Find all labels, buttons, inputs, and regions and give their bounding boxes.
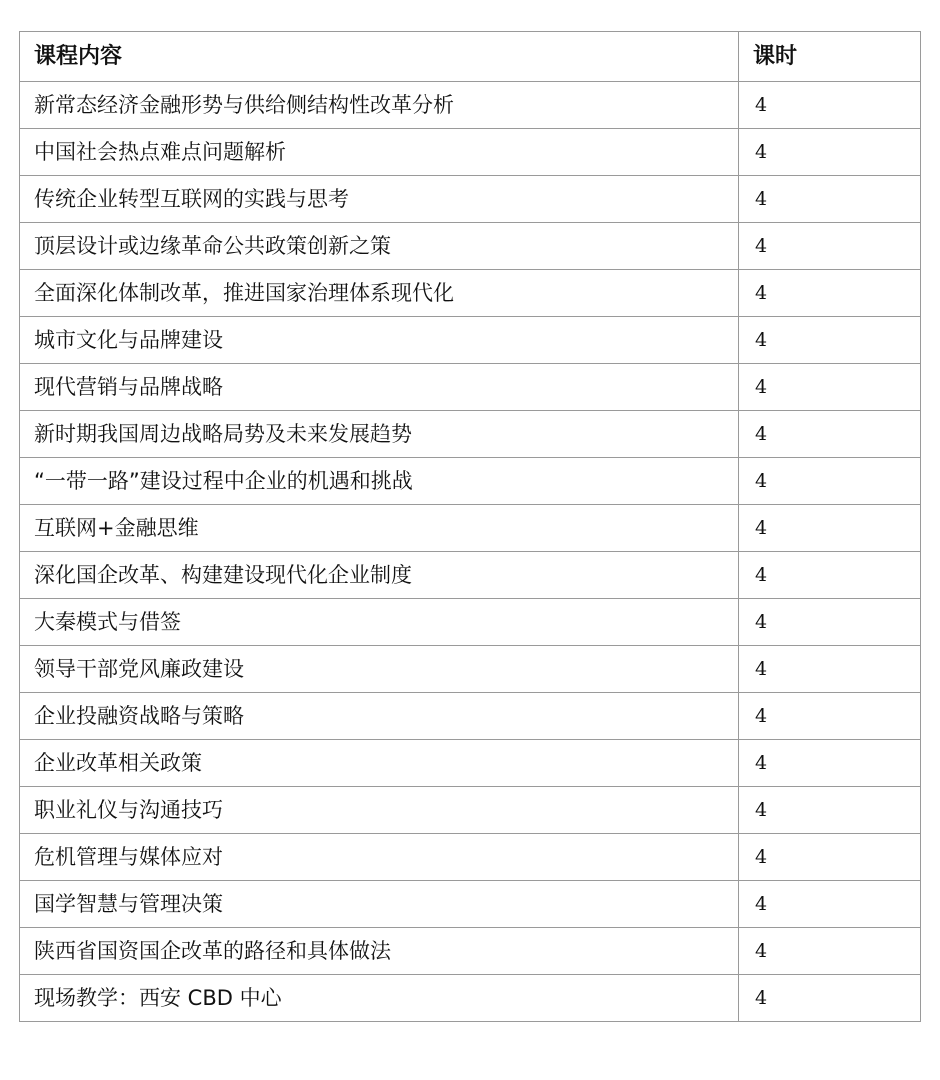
table-row [20,646,921,693]
course-name-cell: 大秦模式与借签 [20,599,739,646]
table-row [20,881,921,928]
hours-cell: 4 [739,552,921,599]
hours-cell: 4 [739,834,921,881]
table-row [20,411,921,458]
hours-cell: 4 [739,82,921,129]
course-name-cell: 传统企业转型互联网的实践与思考 [20,176,739,223]
header-course-content: 课程内容 [20,32,739,82]
hours-cell: 4 [739,881,921,928]
course-name-cell: 城市文化与品牌建设 [20,317,739,364]
hours-cell: 4 [739,129,921,176]
hours-cell: 4 [739,364,921,411]
table-row [20,317,921,364]
course-name-cell: 新常态经济金融形势与供给侧结构性改革分析 [20,82,739,129]
course-name-cell: 深化国企改革、构建建设现代化企业制度 [20,552,739,599]
course-name-cell: 陕西省国资国企改革的路径和具体做法 [20,928,739,975]
table-row [20,223,921,270]
table-row [20,740,921,787]
course-name-cell: 顶层设计或边缘革命公共政策创新之策 [20,223,739,270]
table-row [20,129,921,176]
hours-cell: 4 [739,693,921,740]
table-row [20,176,921,223]
hours-cell: 4 [739,646,921,693]
course-name-cell: 职业礼仪与沟通技巧 [20,787,739,834]
table-row [20,928,921,975]
header-hours: 课时 [739,32,921,82]
table-row [20,458,921,505]
hours-cell: 4 [739,223,921,270]
hours-cell: 4 [739,505,921,552]
course-name-cell: 企业改革相关政策 [20,740,739,787]
table-header-row [20,32,921,82]
course-table [19,31,921,1022]
hours-cell: 4 [739,411,921,458]
table-row [20,270,921,317]
course-name-cell: 全面深化体制改革，推进国家治理体系现代化 [20,270,739,317]
course-name-cell: 中国社会热点难点问题解析 [20,129,739,176]
table-row [20,552,921,599]
course-name-cell: 国学智慧与管理决策 [20,881,739,928]
table-row [20,787,921,834]
course-name-cell: 现代营销与品牌战略 [20,364,739,411]
course-name-cell: 企业投融资战略与策略 [20,693,739,740]
course-name-cell: “一带一路”建设过程中企业的机遇和挑战 [20,458,739,505]
table-row [20,505,921,552]
hours-cell: 4 [739,458,921,505]
hours-cell: 4 [739,317,921,364]
course-name-cell: 危机管理与媒体应对 [20,834,739,881]
hours-cell: 4 [739,740,921,787]
table-row [20,599,921,646]
course-name-cell: 领导干部党风廉政建设 [20,646,739,693]
hours-cell: 4 [739,176,921,223]
hours-cell: 4 [739,599,921,646]
table-row [20,82,921,129]
hours-cell: 4 [739,928,921,975]
course-table-container [19,31,920,1022]
hours-cell: 4 [739,787,921,834]
course-name-cell: 互联网+金融思维 [20,505,739,552]
hours-cell: 4 [739,270,921,317]
table-row [20,834,921,881]
table-row [20,975,921,1022]
course-name-cell: 现场教学：西安 CBD 中心 [20,975,739,1022]
table-row [20,693,921,740]
table-row [20,364,921,411]
hours-cell: 4 [739,975,921,1022]
course-name-cell: 新时期我国周边战略局势及未来发展趋势 [20,411,739,458]
